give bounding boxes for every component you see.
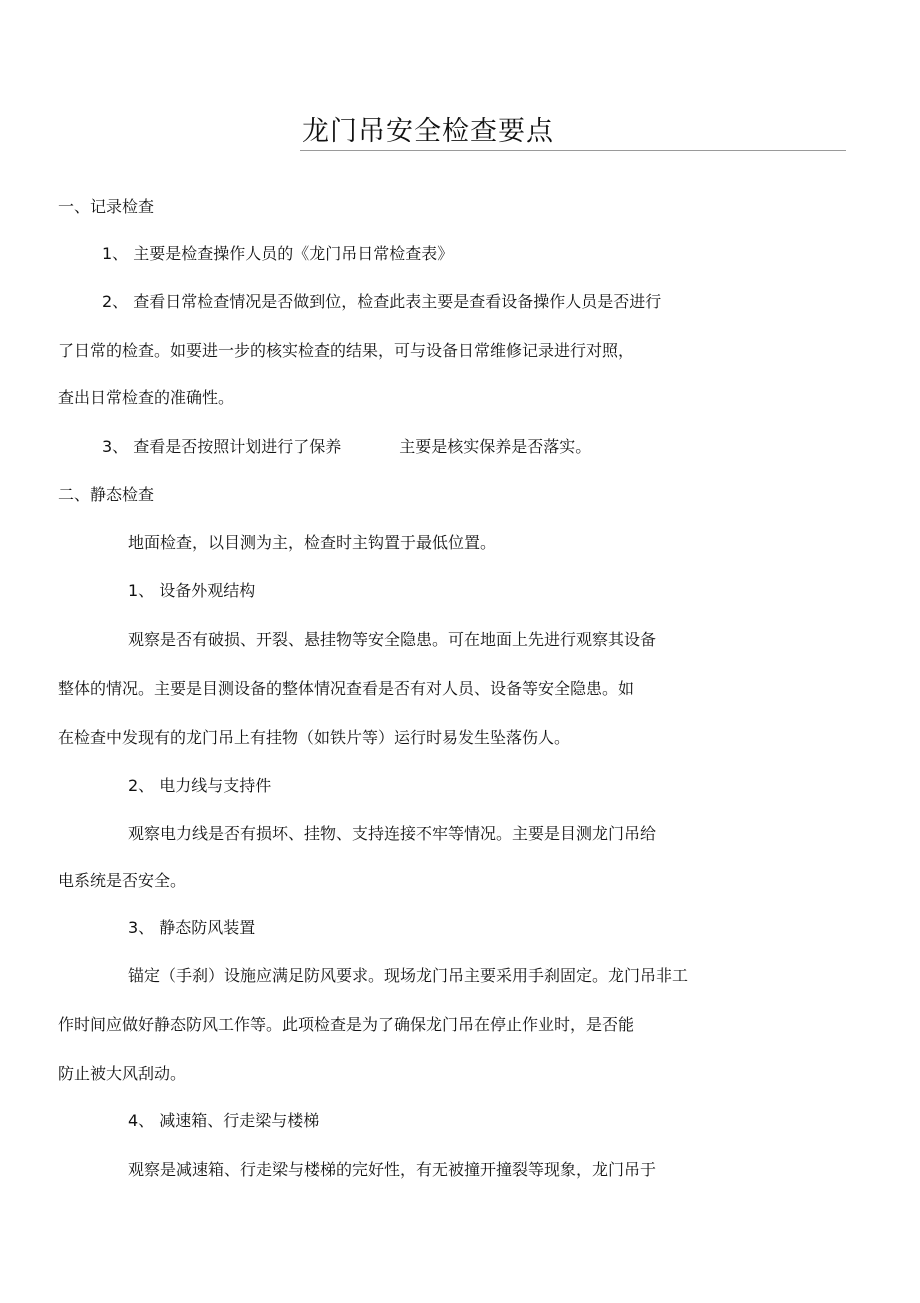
paragraph-line xyxy=(102,435,591,459)
subheading-power-line: 2、 电力线与支持件 xyxy=(128,776,272,795)
subheading-wind-protection: 3、 静态防风装置 xyxy=(128,918,256,937)
paragraph-line: 观察是减速箱、行走梁与楼梯的完好性，有无被撞开撞裂等现象，龙门吊于 xyxy=(128,1160,657,1179)
paragraph-line: 观察电力线是否有损坏、挂物、支持连接不牢等情况。主要是目测龙门吊给 xyxy=(128,824,657,843)
paragraph-line: 作时间应做好静态防风工作等。此项检查是为了确保龙门吊在停止作业时，是否能 xyxy=(58,1015,635,1034)
section-heading-record-check: 一、记录检查 xyxy=(58,197,155,216)
paragraph-line: 查出日常检查的准确性。 xyxy=(58,388,235,407)
paragraph-line: 了日常的检查。如要进一步的核实检查的结果，可与设备日常维修记录进行对照， xyxy=(58,341,635,360)
paragraph-line: 2、 查看日常检查情况是否做到位，检查此表主要是查看设备操作人员是否进行 xyxy=(102,292,662,311)
paragraph-line: 防止被大风刮动。 xyxy=(58,1064,187,1083)
maintenance-check-note: 主要是核实保养是否落实。 xyxy=(399,437,592,456)
paragraph-line: 电系统是否安全。 xyxy=(58,871,187,890)
paragraph-line: 1、 主要是检查操作人员的《龙门吊日常检查表》 xyxy=(102,244,454,263)
paragraph-line: 地面检查，以目测为主，检查时主钩置于最低位置。 xyxy=(128,533,497,552)
subheading-gearbox: 4、 减速箱、行走梁与楼梯 xyxy=(128,1111,320,1130)
paragraph-line: 在检查中发现有的龙门吊上有挂物（如铁片等）运行时易发生坠落伤人。 xyxy=(58,728,571,747)
maintenance-check-item: 3、 查看是否按照计划进行了保养 xyxy=(102,437,342,456)
title-underline xyxy=(300,150,846,151)
paragraph-line: 观察是否有破损、开裂、悬挂物等安全隐患。可在地面上先进行观察其设备 xyxy=(128,630,657,649)
subheading-appearance: 1、 设备外观结构 xyxy=(128,581,256,600)
document-title: 龙门吊安全检查要点 xyxy=(302,116,554,147)
paragraph-line: 锚定（手刹）设施应满足防风要求。现场龙门吊主要采用手刹固定。龙门吊非工 xyxy=(128,966,689,985)
paragraph-line: 整体的情况。主要是目测设备的整体情况查看是否有对人员、设备等安全隐患。如 xyxy=(58,679,635,698)
section-heading-static-check: 二、静态检查 xyxy=(58,485,155,504)
